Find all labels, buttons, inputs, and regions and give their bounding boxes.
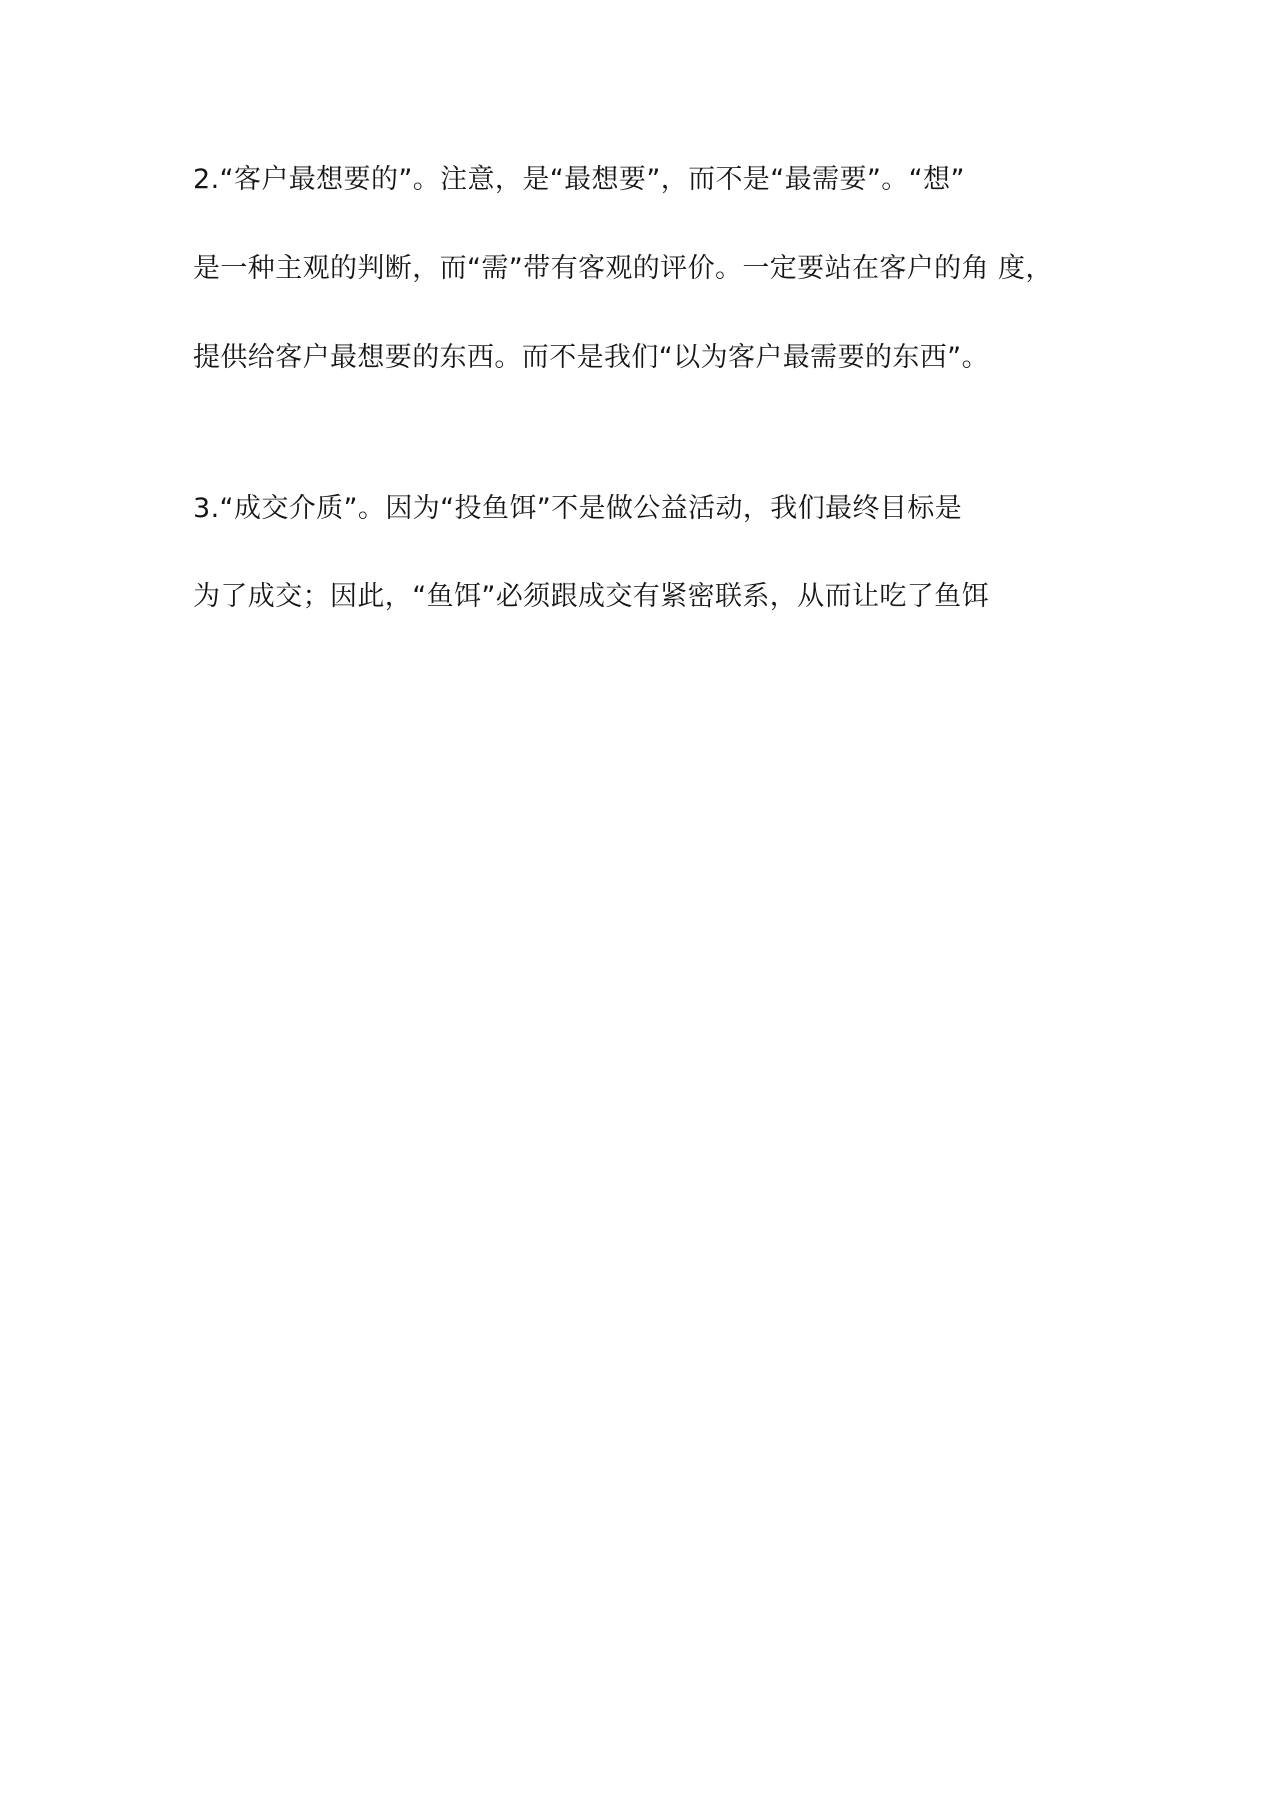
text-line: 3.“成交介质”。因为“投鱼饵”不是做公益活动，我们最终目标是 bbox=[193, 493, 963, 524]
text-line: 为了成交；因此，“鱼饵”必须跟成交有紧密联系，从而让吃了鱼饵 bbox=[193, 581, 989, 612]
text-line: 提供给客户最想要的东西。而不是我们“以为客户最需要的东西”。 bbox=[193, 342, 989, 373]
text-line: 2.“客户最想要的”。注意，是“最想要”，而不是“最需要”。“想” bbox=[193, 164, 965, 195]
text-line: 是一种主观的判断，而“需”带有客观的评价。一定要站在客户的角 度， bbox=[193, 253, 1053, 284]
